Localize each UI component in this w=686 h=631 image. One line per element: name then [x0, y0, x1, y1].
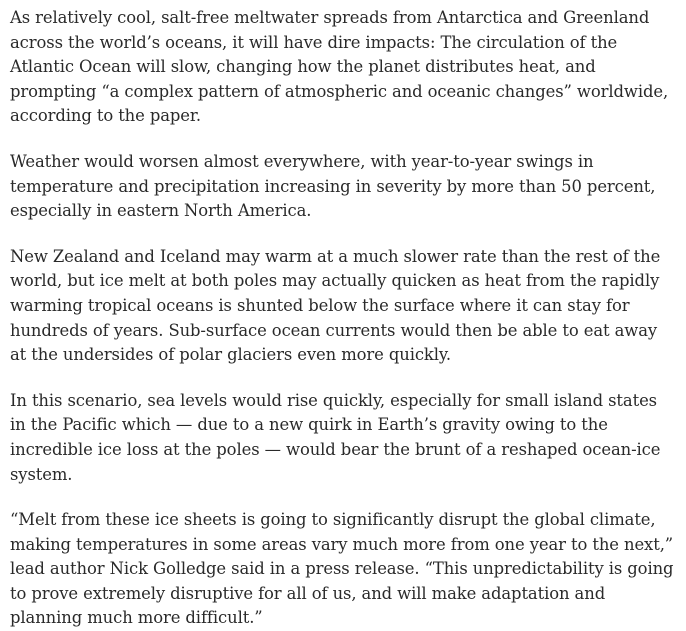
- article-paragraph-5: “Melt from these ice sheets is going to significantly disrupt the global climate, making temperatures in some areas vary much more from one year to the next,” lead author Nick Golledge said in a press release. “This unpredictability is going to prove extremely disruptive for all of us, and will make adaptation and planning much more difficult.”: [10, 510, 674, 628]
- article-paragraph-4: In this scenario, sea levels would rise quickly, especially for small island states in the Pacific which — due to a new quirk in Earth’s gravity owing to the incredible ice loss at the poles — would bear the brunt of a reshaped ocean-ice system.: [10, 390, 661, 484]
- article-paragraph-3: New Zealand and Iceland may warm at a much slower rate than the rest of the world, but ice melt at both poles may actually quicken as heat from the rapidly warming tropical oceans is shunted below the surface where it can stay for hundreds of years. Sub-surface ocean currents would then be able to eat away at the undersides of polar glaciers even more quickly.: [10, 246, 661, 365]
- article-paragraph-1: As relatively cool, salt-free meltwater spreads from Antarctica and Greenland across the world’s oceans, it will have dire impacts: The circulation of the Atlantic Ocean will slow, changing how the planet distributes heat, and prompting “a complex pattern of atmospheric and oceanic changes” worldwide, according to the paper.: [10, 8, 669, 126]
- article-paragraph-2: Weather would worsen almost everywhere, with year-to-year swings in temperature and precipitation increasing in severity by more than 50 percent, especially in eastern North America.: [10, 151, 656, 221]
- article-body: [10, 6, 676, 631]
